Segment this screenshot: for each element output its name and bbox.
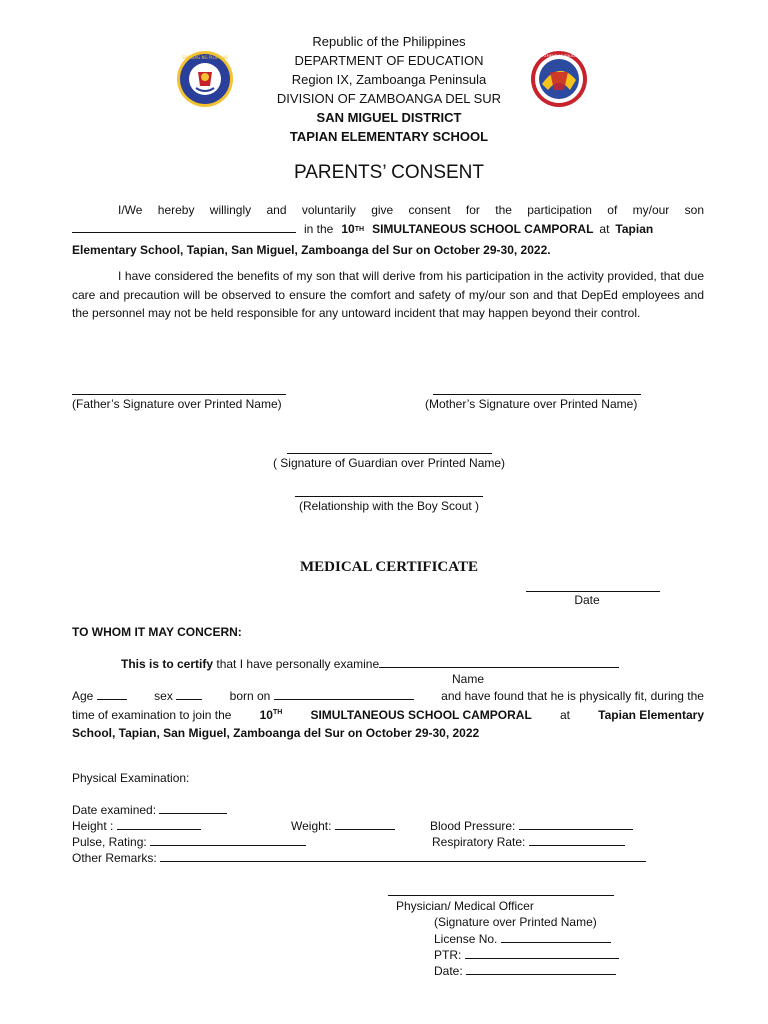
header-republic: Republic of the Philippines [312, 34, 466, 49]
height-label: Height : [72, 819, 114, 833]
certify-line [121, 655, 619, 674]
sex-label: sex [154, 689, 173, 703]
weight-blank[interactable] [335, 817, 395, 830]
resp-label: Respiratory Rate: [432, 835, 526, 849]
left-seal-text: SAGISAG NG PILIPINAS [182, 55, 228, 60]
relationship-label: (Relationship with the Boy Scout ) [298, 499, 480, 513]
born-group [230, 687, 414, 706]
medical-sup: TH [272, 709, 283, 716]
pulse-label: Pulse, Rating: [72, 835, 147, 849]
birthdate-blank[interactable] [274, 687, 414, 700]
consent-paragraph-1 [72, 201, 704, 260]
salutation: TO WHOM IT MAY CONCERN: [72, 625, 242, 639]
license-blank[interactable] [501, 930, 611, 943]
consent-p1-sup: TH [354, 225, 365, 233]
medical-event: SIMULTANEOUS SCHOOL CAMPORAL [310, 708, 532, 722]
medical-at: at [559, 708, 570, 722]
license-label: License No. [434, 932, 498, 946]
mother-signature-label: (Mother’s Signature over Printed Name) [425, 397, 638, 411]
physician-date-row [434, 962, 616, 981]
bp-blank[interactable] [519, 817, 633, 830]
bp-label: Blood Pressure: [430, 819, 516, 833]
header-department: DEPARTMENT OF EDUCATION [294, 53, 484, 68]
consent-p1-event: SIMULTANEOUS SCHOOL CAMPORAL [372, 221, 594, 236]
son-name-blank[interactable] [72, 220, 296, 233]
certify-rest: that I have personally examine [216, 657, 380, 671]
guardian-signature-label: ( Signature of Guardian over Printed Name) [272, 456, 506, 470]
consent-paragraph-2: I have considered the benefits of my son that will derive from his participation in the activity provided, that due care and precaution will be observed to ensure the comfort and safety of my/our son and that DepEd employees and the personnel may not be held responsible for any untoward incident that may happen beyond their control. [72, 269, 704, 320]
physician-date-blank[interactable] [466, 962, 616, 975]
date-label: Date [574, 593, 600, 607]
resp-blank[interactable] [529, 833, 625, 846]
weight-row [291, 817, 395, 836]
consent-p1-line1: I/We hereby willingly and voluntarily give consent for the participation of my/our son [118, 203, 704, 217]
header-division: DIVISION OF ZAMBOANGA DEL SUR [276, 91, 502, 106]
name-label: Name [451, 672, 484, 686]
certify-bold: This is to certify [121, 657, 214, 671]
ordinal-group [260, 706, 283, 725]
medical-place2: School, Tapian, San Miguel, Zamboanga del Sur on October 29-30, 2022 [72, 726, 480, 740]
remarks-row [72, 849, 646, 868]
fit-text: and have found that he is physically fit, during the [441, 689, 704, 703]
medical-place1: Tapian Elementary [598, 708, 704, 722]
sig-printed-label: (Signature over Printed Name) [434, 915, 597, 929]
father-signature-label: (Father’s Signature over Printed Name) [72, 397, 282, 411]
age-group [72, 687, 127, 706]
consent-p1-at: at [599, 221, 610, 236]
weight-label: Weight: [291, 819, 332, 833]
consent-p1-in-the: in the [304, 221, 334, 236]
remarks-label: Other Remarks: [72, 851, 157, 865]
age-blank[interactable] [97, 687, 127, 700]
ptr-label: PTR: [434, 948, 462, 962]
date-examined-label: Date examined: [72, 803, 157, 817]
consent-p1-ordinal: 10 [341, 221, 355, 236]
time-text: time of examination to join the [72, 708, 232, 722]
patient-name-blank[interactable] [379, 655, 619, 668]
remarks-blank[interactable] [160, 849, 646, 862]
physician-signature-line[interactable] [388, 895, 614, 896]
consent-title: PARENTS’ CONSENT [293, 162, 485, 183]
pulse-blank[interactable] [150, 833, 306, 846]
consent-p1-line2 [72, 220, 704, 242]
header-district: SAN MIGUEL DISTRICT [316, 110, 462, 125]
header-region: Region IX, Zamboanga Peninsula [291, 72, 487, 87]
right-seal-text: DEPARTMENT OF EDUCATION [532, 54, 586, 58]
date-examined-blank[interactable] [159, 801, 227, 814]
consent-p1-place1: Tapian [615, 221, 654, 236]
age-label: Age [72, 689, 94, 703]
physician-label: Physician/ Medical Officer [396, 899, 534, 913]
ptr-blank[interactable] [465, 946, 619, 959]
physician-date-label: Date: [434, 964, 463, 978]
header-school: TAPIAN ELEMENTARY SCHOOL [289, 129, 489, 144]
consent-p1-line3: Elementary School, Tapian, San Miguel, Zamboanga del Sur on October 29-30, 2022. [72, 243, 551, 257]
medical-title: MEDICAL CERTIFICATE [300, 559, 478, 575]
sex-group [154, 687, 202, 706]
physical-exam-label: Physical Examination: [72, 771, 190, 785]
medical-ordinal: 10 [259, 708, 273, 722]
height-blank[interactable] [117, 817, 201, 830]
age-sex-line [72, 687, 704, 706]
born-label: born on [229, 689, 271, 703]
sex-blank[interactable] [176, 687, 202, 700]
time-exam-line [72, 706, 704, 725]
